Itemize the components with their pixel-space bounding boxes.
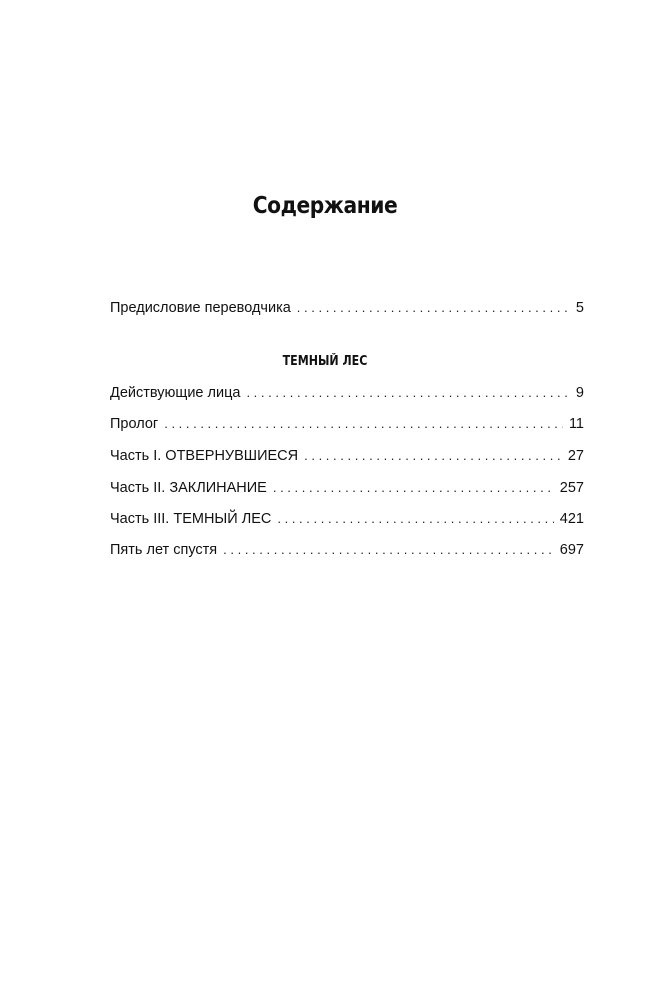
toc-entry-page: 27 (567, 448, 584, 464)
toc-entry-label: Пролог (110, 416, 159, 432)
toc-entry-page: 697 (559, 542, 584, 558)
toc-entry[interactable] (110, 414, 584, 434)
page-title: Содержание (252, 193, 398, 219)
toc-entry[interactable] (110, 540, 584, 560)
dot-leader (297, 298, 570, 318)
dot-leader (246, 383, 569, 403)
dot-leader (164, 414, 563, 434)
toc-entry-label: Действующие лица (110, 385, 241, 401)
toc-entry[interactable] (110, 478, 584, 498)
toc-entry-label: Часть III. ТЕМНЫЙ ЛЕС (110, 511, 272, 527)
dot-leader (223, 540, 554, 560)
dot-leader (273, 478, 554, 498)
toc-entry-label: Часть II. ЗАКЛИНАНИЕ (110, 480, 267, 496)
toc-entry-page: 5 (575, 300, 584, 316)
toc-entry[interactable] (110, 383, 584, 403)
toc-entry[interactable] (110, 509, 584, 529)
toc-entry-label: Предисловие переводчика (110, 300, 291, 316)
section-heading: ТЕМНЫЙ ЛЕС (282, 354, 368, 369)
toc-entry-page: 11 (568, 416, 584, 432)
toc-entry-label: Пять лет спустя (110, 542, 218, 558)
dot-leader (304, 446, 562, 466)
toc-entry[interactable] (110, 298, 584, 318)
toc-entry[interactable] (110, 446, 584, 466)
toc-entry-label: Часть I. ОТВЕРНУВШИЕСЯ (110, 448, 299, 464)
dot-leader (277, 509, 553, 529)
toc-entry-page: 421 (559, 511, 584, 527)
toc-entry-page: 9 (575, 385, 584, 401)
toc-entry-page: 257 (559, 480, 584, 496)
